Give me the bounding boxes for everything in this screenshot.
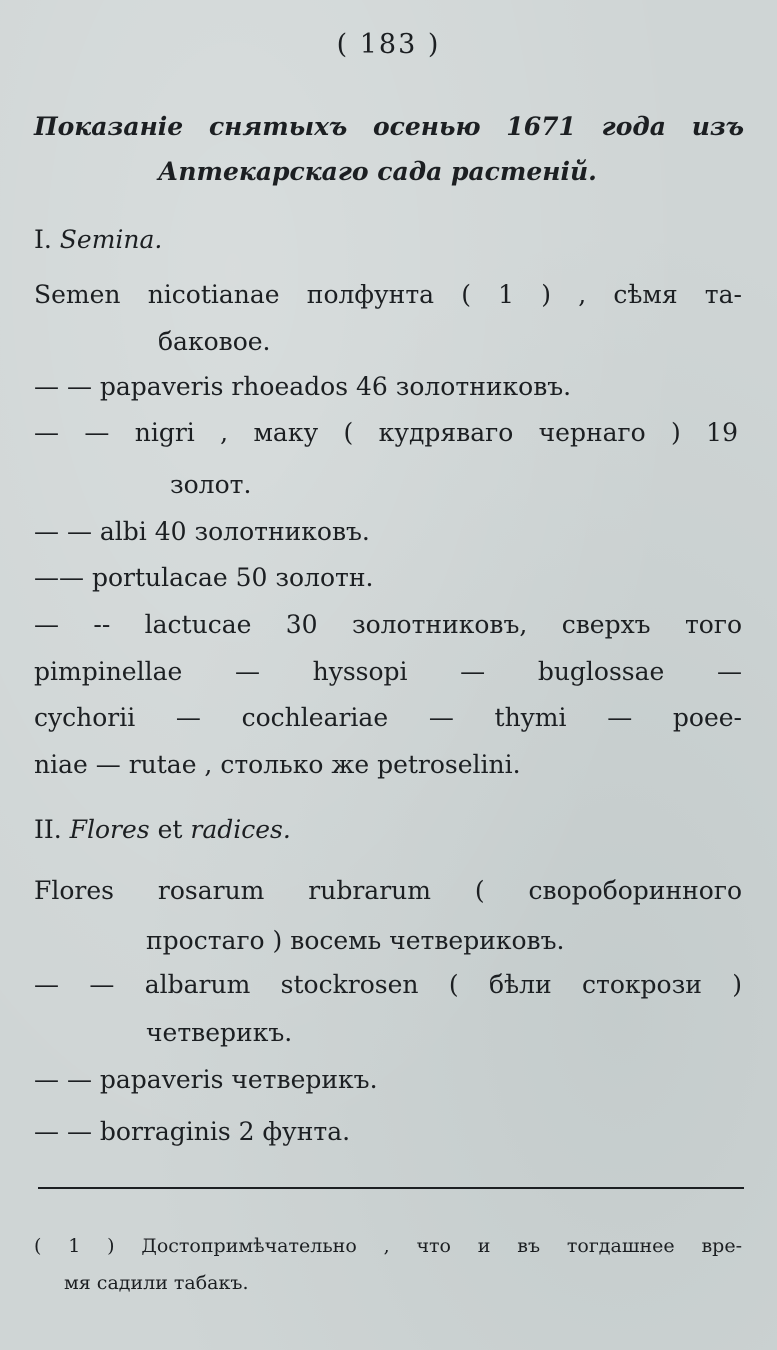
section-2-number: II. — [34, 815, 62, 844]
section-2-line: — — albarum stockrosen ( бѣли стокрози ) — [34, 970, 742, 999]
section-2-heading — [34, 815, 291, 845]
section-1-line: — — nigri , маку ( кудряваго чернаго ) 19 — [34, 418, 738, 447]
section-1-line: золот. — [170, 470, 252, 499]
section-2-title-a: Flores — [69, 815, 150, 844]
section-1-line: niae — rutae , столько же petroselini. — [34, 750, 521, 779]
section-1-heading — [34, 225, 162, 255]
section-2-et: et — [157, 815, 183, 844]
section-2-line: четверикъ. — [146, 1018, 293, 1047]
section-1-line: — -- lactucae 30 золотниковъ, сверхъ того — [34, 610, 742, 639]
section-1-line: — — albi 40 золотниковъ. — [34, 517, 370, 546]
section-2-line: Flores rosarum rubrarum ( свороборинного — [34, 876, 742, 905]
section-2-line: простаго ) восемь четвериковъ. — [146, 926, 565, 955]
section-2-line: — — borraginis 2 фунта. — [34, 1117, 351, 1146]
section-1-title: Semina. — [59, 225, 163, 254]
section-1-line: баковое. — [158, 327, 271, 356]
footnote-line-2: мя садили табакъ. — [64, 1272, 249, 1294]
title-line-2: Аптекарскаго сада растеній. — [158, 157, 597, 186]
section-2-title-b: radices. — [190, 815, 291, 844]
section-1-line: pimpinellae — hyssopi — buglossae — — [34, 657, 742, 686]
footnote-divider — [38, 1187, 744, 1189]
title-line-1: Показаніе снятыхъ осенью 1671 года изъ — [34, 112, 744, 141]
section-2-line: — — papaveris четверикъ. — [34, 1065, 378, 1094]
section-1-line: cychorii — cochleariae — thymi — poee- — [34, 703, 742, 732]
footnote-line-1: ( 1 ) Достопримѣчательно , что и въ тогдашнее вре- — [34, 1235, 742, 1257]
page-number: ( 183 ) — [336, 29, 441, 60]
section-1-line: — — papaveris rhoeados 46 золотниковъ. — [34, 372, 572, 401]
section-1-line: —— portulacae 50 золотн. — [34, 563, 374, 592]
section-1-number: I. — [34, 225, 52, 254]
section-1-line: Semen nicotianae полфунта ( 1 ) , сѣмя та- — [34, 280, 742, 309]
